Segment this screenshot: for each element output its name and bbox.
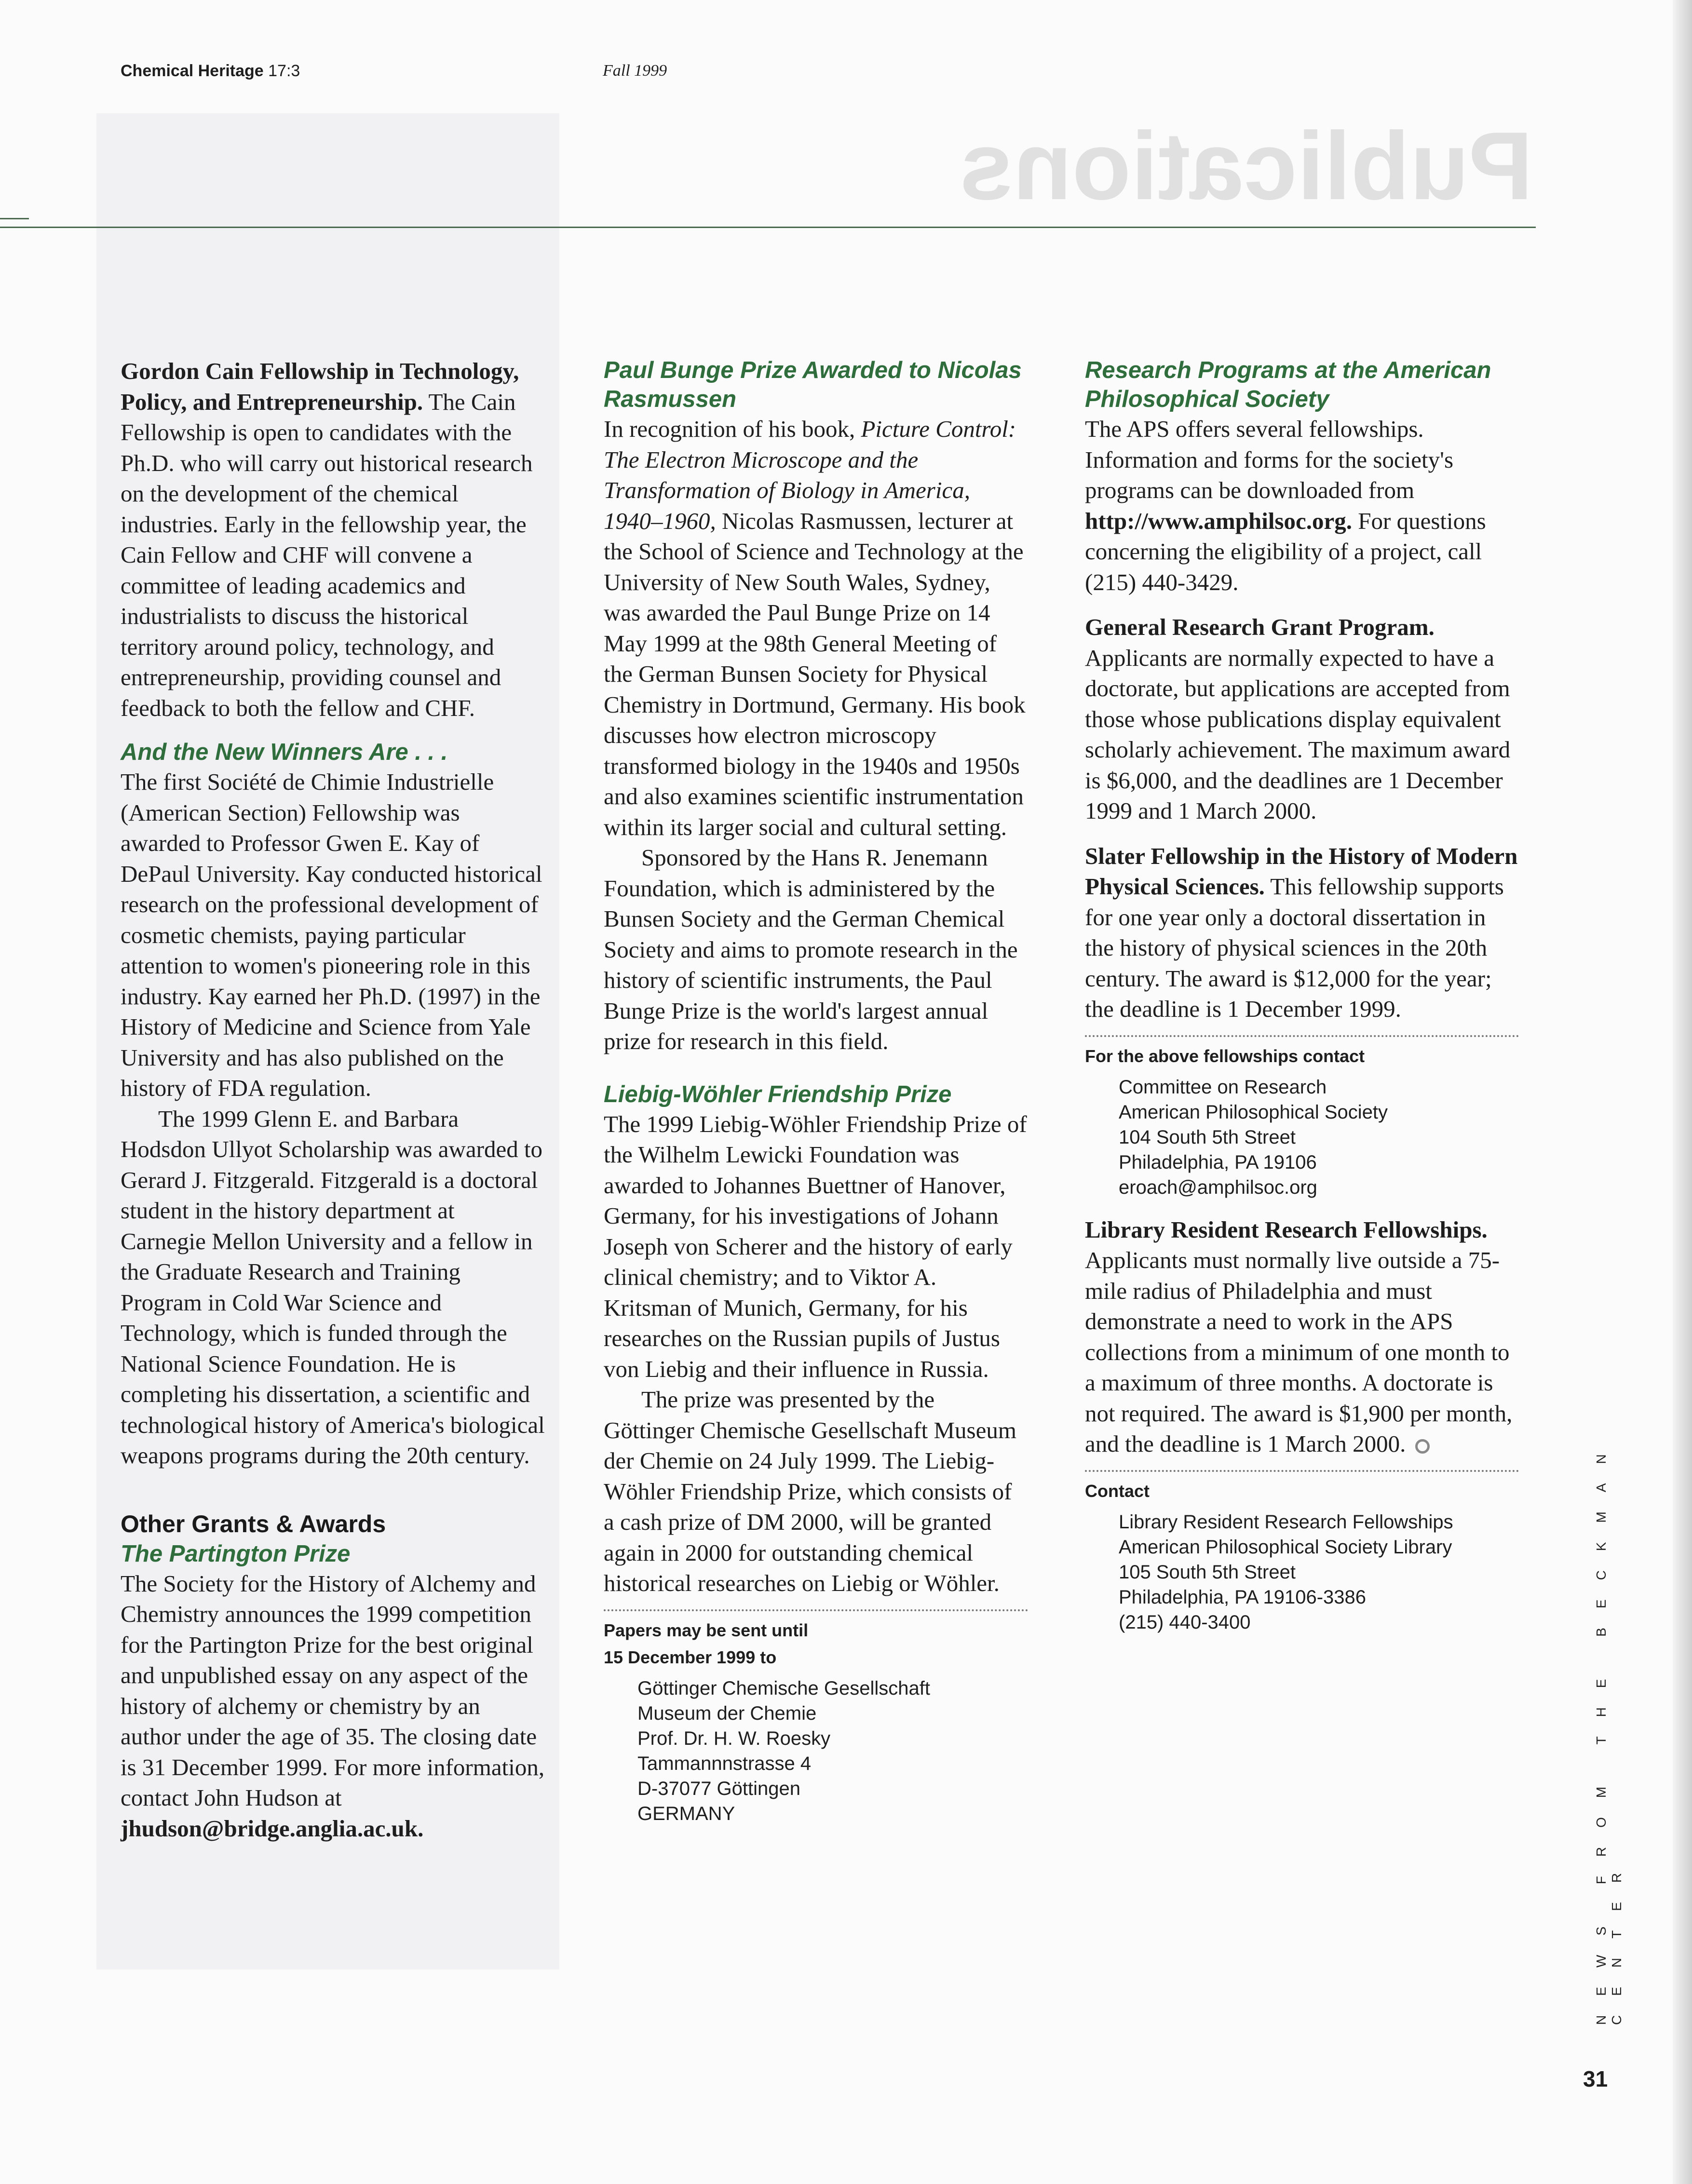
bunge-paragraph-2: Sponsored by the Hans R. Jenemann Foundation, which is administered by the Bunsen Society and the German Chemical Society and aims to promote research in the history of scientific instruments, the Paul Bunge Prize is the world's largest annual prize for research in this field. [604,844,1018,1054]
address-line: American Philosophical Society Library [1119,1536,1452,1558]
bunge-book-title: Picture Control: The Electron Microscope and the Transformation of Biology in America, 1940–1960, [604,416,1016,534]
bunge-body: Nicolas Rasmussen, lecturer at the School of Science and Technology at the University of New South Wales, Sydney, was awarded the Paul Bunge Prize on 14 May 1999 at the 98th General Meeting of the German Bunsen Society for Physical Chemistry in Dortmund, Germany. His book discusses how electron microscopy transformed biology in the 1940s and 1950s and also examines scientific instrumentation within its larger social and cultural setting. [604,507,1026,840]
end-mark-icon [1415,1439,1430,1454]
goettingen-address [637,1676,1028,1826]
winners-paragraph-2: The 1999 Glenn E. and Barbara Hodsdon Ullyot Scholarship was awarded to Gerard J. Fitzgerald. Fitzgerald is a doctoral student in the history department at Carnegie Mellon University and a fellow in the Graduate Research and Training Program in Cold War Science and Technology, which is funded through the National Science Foundation. He is completing his dissertation, a scientific and technological history of America's biological weapons programs during the 20th century. [121,1105,545,1469]
bleed-through-title: Publications [959,112,1533,220]
address-phone: (215) 440-3400 [1119,1611,1251,1633]
general-grant-lead: General Research Grant Program. [1085,614,1435,640]
library-address [1119,1510,1519,1635]
partington-heading: The Partington Prize [121,1540,351,1567]
dotted-separator [604,1609,1028,1611]
address-line: Philadelphia, PA 19106-3386 [1119,1586,1367,1608]
address-line: Museum der Chemie [637,1702,817,1724]
publication-name: Chemical Heritage 17:3 [121,62,300,80]
slater-body: This fellowship supports for one year only a doctoral dissertation in the history of physical sciences in the 20th century. The award is $12,000 for the year; the deadline is 1 December 1999. [1085,873,1504,1022]
partington-email[interactable]: jhudson@bridge.anglia.ac.uk. [121,1815,424,1842]
winners-paragraph-1: The first Société de Chimie Industrielle (American Section) Fellowship was awarded to Professor Gwen E. Kay of DePaul University. Kay conducted historical research on the professional development of cosmetic chemists, paying particular attention to women's pioneering role in this industry. Kay earned her Ph.D. (1997) in the History of Medicine and Science from Yale University and has also published on the history of FDA regulation. [121,768,542,1101]
general-grant-body: Applicants are normally expected to have a doctorate, but applications are accepted from those whose publications display equivalent scholarly achievement. The maximum award is $6,000, and the deadlines are 1 December 1999 and 1 March 2000. [1085,644,1511,824]
address-line: 105 South 5th Street [1119,1561,1296,1583]
column-3 [1085,356,1519,1635]
address-email[interactable]: eroach@amphilsoc.org [1119,1176,1317,1198]
other-grants-heading: Other Grants & Awards [121,1510,386,1537]
address-line: Library Resident Research Fellowships [1119,1511,1453,1533]
papers-caption-line-2: 15 December 1999 to [604,1647,777,1667]
address-line: D-37077 Göttingen [637,1778,801,1799]
dotted-separator [1085,1470,1519,1472]
address-line: Göttinger Chemische Gesellschaft [637,1677,930,1699]
address-line: Tammannnstrasse 4 [637,1753,812,1774]
contact-caption-1: For the above fellowships contact [1085,1046,1365,1066]
winners-heading: And the New Winners Are . . . [121,739,448,765]
partington-paragraph [121,1568,545,1844]
aps-committee-address [1119,1075,1519,1200]
aps-body: The APS offers several fellowships. Information and forms for the society's programs can be downloaded from [1085,416,1454,503]
page-spine-shadow [1673,0,1692,2184]
bunge-heading: Paul Bunge Prize Awarded to Nicolas Rasmussen [604,357,1022,412]
address-line: American Philosophical Society [1119,1101,1388,1123]
dotted-separator [1085,1035,1519,1037]
liebig-heading: Liebig-Wöhler Friendship Prize [604,1081,952,1107]
address-line: Prof. Dr. H. W. Roesky [637,1727,831,1749]
slater-paragraph [1085,841,1519,1025]
column-1 [121,356,545,1844]
slater-lead: Slater Fellowship in the History of Modern Physical Sciences. [1085,842,1518,900]
column-2 [604,356,1028,1826]
liebig-paragraph-2: The prize was presented by the Göttinger Chemische Gesellschaft Museum der Chemie on 24 July 1999. The Liebig-Wöhler Friendship Prize, which consists of a cash prize of DM 2000, will be granted again in 2000 for outstanding chemical historical researches on Liebig or Wöhler. [604,1386,1016,1596]
aps-url[interactable]: http://www.amphilsoc.org. [1085,507,1353,534]
header-rule [0,227,1536,228]
section-vertical-label: NEWS FROM THE BECKMAN CENTER [1594,1435,1624,2025]
edge-rule [0,218,29,219]
aps-heading: Research Programs at the American Philosophical Society [1085,357,1491,412]
address-line: GERMANY [637,1803,735,1824]
general-grant-paragraph [1085,612,1519,826]
page-number: 31 [1583,2066,1608,2091]
aps-body-end: For questions concerning the eligibility of a project, call (215) 440-3429. [1085,507,1486,595]
library-body: Applicants must normally live outside a 75-mile radius of Philadelphia and must demonstrate a need to work in the APS collections from a minimum of one month to a maximum of three months. A doctorate is not required. The award is $1,900 per month, and the deadline is 1 March 2000. [1085,1247,1513,1457]
library-lead: Library Resident Research Fellowships. [1085,1216,1488,1243]
bunge-intro: In recognition of his book, [604,416,855,442]
library-paragraph [1085,1214,1519,1459]
cain-paragraph [121,356,545,723]
partington-body: The Society for the History of Alchemy and Chemistry announces the 1999 competition for the Partington Prize for the best original and unpublished essay on any aspect of the history of alchemy or chemistry by an author under the age of 35. The closing date is 31 December 1999. For more information, contact John Hudson at [121,1570,545,1811]
cain-body: The Cain Fellowship is open to candidates with the Ph.D. who will carry out historical research on the development of the chemical industries. Early in the fellowship year, the Cain Fellow and CHF will convene a committee of leading academics and industrialists to discuss the historical territory around policy, technology, and entrepreneurship, providing counsel and feedback to both the fellow and CHF. [121,388,533,721]
address-line: Philadelphia, PA 19106 [1119,1151,1317,1173]
liebig-paragraph-1: The 1999 Liebig-Wöhler Friendship Prize of the Wilhelm Lewicki Foundation was awarded to Johannes Buettner of Hanover, Germany, for his investigations of Johann Joseph von Scherer and the history of early clinical chemistry; and to Viktor A. Kritsman of Munich, Germany, for his researches on the Russian pupils of Justus von Liebig and their influence in Russia. [604,1110,1027,1382]
bunge-paragraph-1 [604,414,1028,842]
contact-caption-2: Contact [1085,1481,1150,1501]
papers-caption-line-1: Papers may be sent until [604,1620,809,1640]
address-line: 104 South 5th Street [1119,1126,1296,1148]
issue-season: Fall 1999 [603,62,667,80]
aps-paragraph [1085,414,1519,597]
cain-lead: Gordon Cain Fellowship in Technology, Policy, and Entrepreneurship. [121,358,519,415]
address-line: Committee on Research [1119,1076,1327,1098]
